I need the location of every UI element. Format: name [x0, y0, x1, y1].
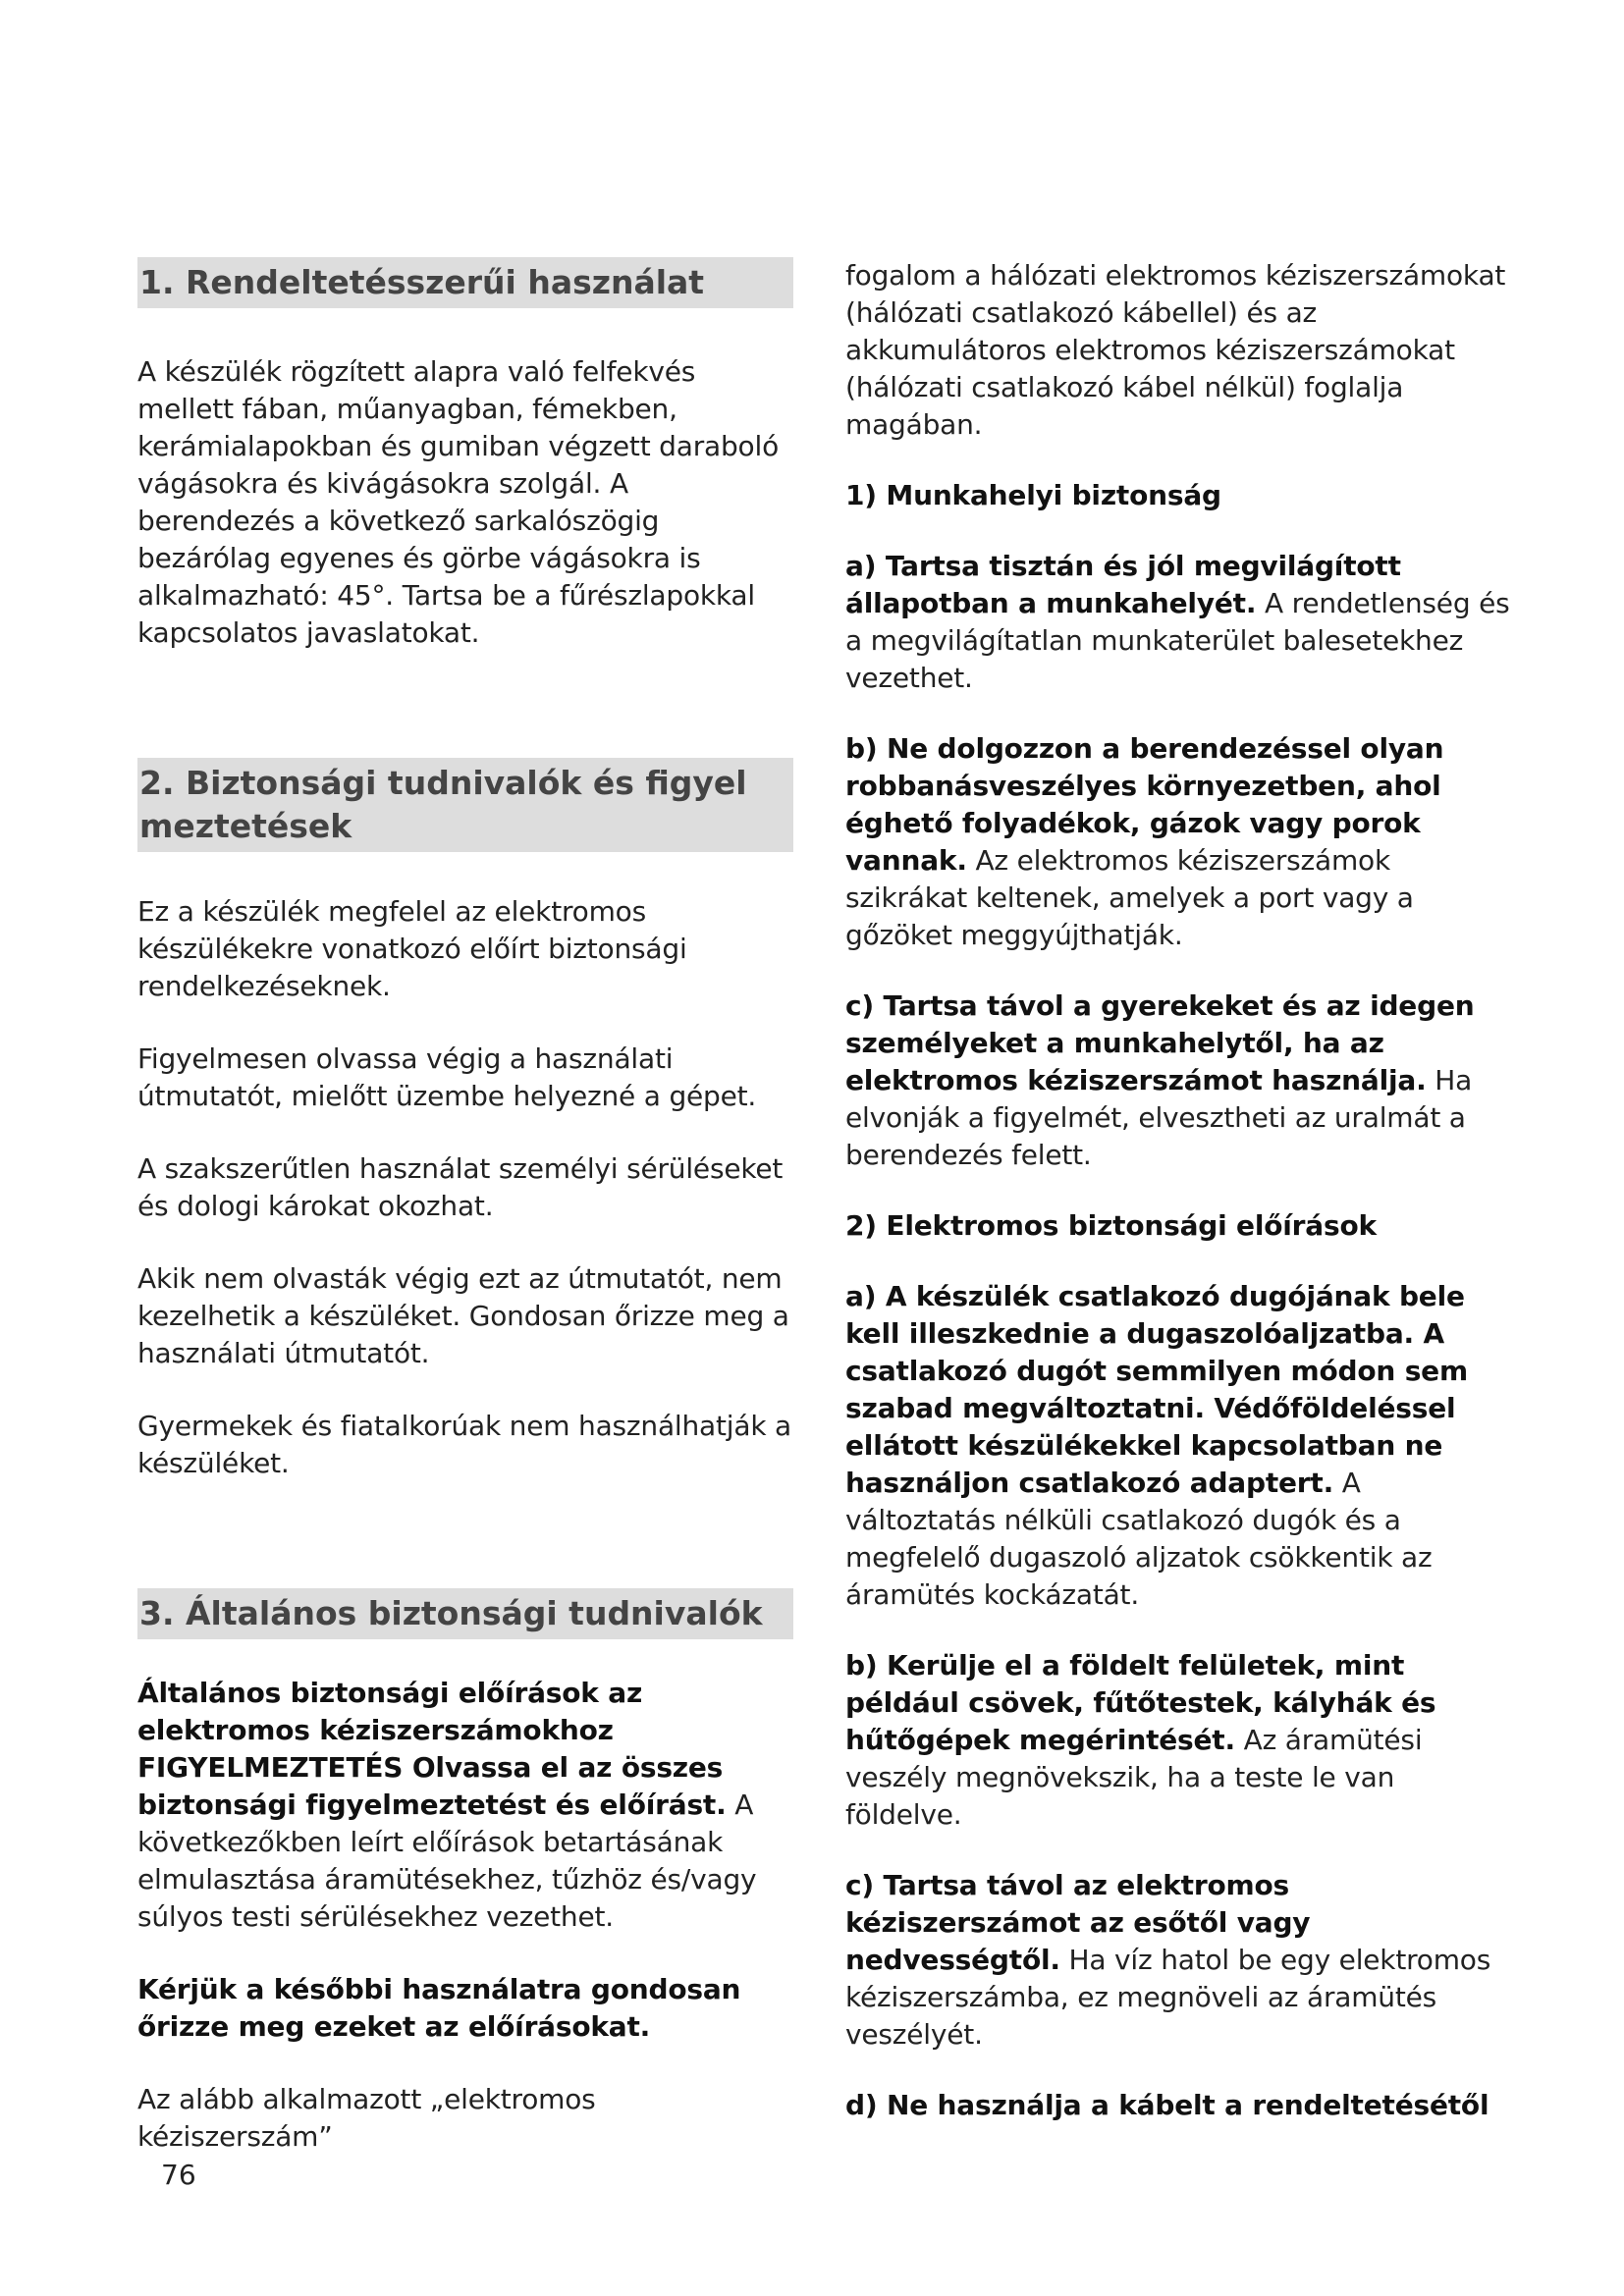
item-1b-bold: b) Ne dolgozzon a berendezéssel olyan robbanásveszélyes környezetben, ahol éghető folyadékok, gázok vagy porok vannak.	[845, 732, 1444, 877]
item-2c-bold: c) Tartsa távol az elektromos kéziszerszámot az esőtől vagy nedvességtől.	[845, 1869, 1311, 1976]
item-2b-bold: b) Kerülje el a földelt felületek, mint például csövek, fűtőtestek, kályhák és hűtőgépek megérintését.	[845, 1649, 1436, 1756]
item-1a-text: A rendetlenség és a megvilágítatlan munkaterület balesetekhez vezethet.	[845, 587, 1510, 694]
right-column	[845, 257, 1513, 2124]
section-2-heading: 2. Biztonsági tudnivalók és figyel meztetések	[137, 758, 793, 852]
right-intro-paragraph: fogalom a hálózati elektromos kéziszerszámokat (hálózati csatlakozó kábellel) és az akkumulátoros elektromos kéziszerszámokat (hálózati csatlakozó kábel nélkül) foglalja magában.	[845, 259, 1506, 441]
item-1a	[845, 548, 1513, 697]
section-2-paragraph-4: Akik nem olvasták végig ezt az útmutatót, nem kezelhetik a készüléket. Gondosan őrizze meg a használati útmutatót.	[137, 1262, 789, 1369]
item-2c	[845, 1867, 1513, 2054]
section-3-paragraph-1	[137, 1675, 793, 1936]
left-column	[137, 257, 793, 2156]
section-3-paragraph-3: Az alább alkalmazott „elektromos kéziszerszám”	[137, 2083, 596, 2153]
item-1c-text: Ha elvonják a figyelmét, elvesztheti az uralmát a berendezés felett.	[845, 1064, 1473, 1171]
subsection-2-heading: 2) Elektromos biztonsági előírások	[845, 1209, 1377, 1242]
section-2-paragraph-5: Gyermekek és fiatalkorúak nem használhatják a készüléket.	[137, 1410, 791, 1479]
item-2a-text: A változtatás nélküli csatlakozó dugók és a megfelelő dugaszoló aljzatok csökkentik az áramütés kockázatát.	[845, 1467, 1433, 1611]
subsection-1-heading: 1) Munkahelyi biztonság	[845, 479, 1221, 511]
page-number: 76	[161, 2159, 196, 2191]
item-2c-text: Ha víz hatol be egy elektromos kéziszerszámba, ez megnöveli az áramütés veszélyét.	[845, 1944, 1491, 2051]
item-1c-bold: c) Tartsa távol a gyerekeket és az idegen személyeket a munkahelytől, ha az elektromos kéziszerszámot használja.	[845, 989, 1475, 1096]
item-1b-text: Az elektromos kéziszerszámok szikrákat keltenek, amelyek a port vagy a gőzöket meggyújthatják.	[845, 844, 1414, 951]
section-3-warning-text: A következőkben leírt előírások betartásának elmulasztása áramütésekhez, tűzhöz és/vagy súlyos testi sérülésekhez vezethet.	[137, 1789, 757, 1933]
section-2-paragraph-1: Ez a készülék megfelel az elektromos készülékekre vonatkozó előírt biztonsági rendelkezéseknek.	[137, 895, 687, 1002]
item-1b	[845, 730, 1513, 954]
item-2b-text: Az áramütési veszély megnövekszik, ha a teste le van földelve.	[845, 1724, 1423, 1831]
item-2a-bold: a) A készülék csatlakozó dugójának bele kell illeszkednie a dugaszolóaljzatba. A csatlakozó dugót semmilyen módon sem szabad megváltoztatni. Védőföldeléssel ellátott készülékekkel kapcsolatban ne használjon csatlakozó adaptert.	[845, 1280, 1468, 1499]
item-2d: d) Ne használja a kábelt a rendeltetésétől	[845, 2089, 1489, 2121]
section-2-paragraph-3: A szakszerűtlen használat személyi sérüléseket és dologi károkat okozhat.	[137, 1152, 784, 1222]
item-2a	[845, 1278, 1513, 1614]
section-3-warning-bold: Általános biztonsági előírások az elektromos kéziszerszámokhoz FIGYELMEZTETÉS Olvassa el az összes biztonsági figyelmeztetést és előírást.	[137, 1677, 727, 1821]
item-2b	[845, 1647, 1513, 1834]
section-1-paragraph: A készülék rögzített alapra való felfekvés mellett fában, műanyagban, fémekben, kerámialapokban és gumiban végzett daraboló vágásokra és kivágásokra szolgál. A berendezés a következő sarkalószögig bezárólag egyenes és görbe vágásokra is alkalmazható: 45°. Tartsa be a fűrészlapokkal kapcsolatos javaslatokat.	[137, 355, 779, 649]
section-3-paragraph-2: Kérjük a későbbi használatra gondosan őrizze meg ezeket az előírásokat.	[137, 1973, 741, 2043]
item-1c	[845, 988, 1513, 1174]
section-3-heading: 3. Általános biztonsági tudnivalók	[137, 1588, 793, 1639]
section-2-paragraph-2: Figyelmesen olvassa végig a használati útmutatót, mielőtt üzembe helyezné a gépet.	[137, 1042, 757, 1112]
item-1a-bold: a) Tartsa tisztán és jól megvilágított állapotban a munkahelyét.	[845, 550, 1401, 619]
section-1-heading: 1. Rendeltetésszerűi használat	[137, 257, 793, 308]
